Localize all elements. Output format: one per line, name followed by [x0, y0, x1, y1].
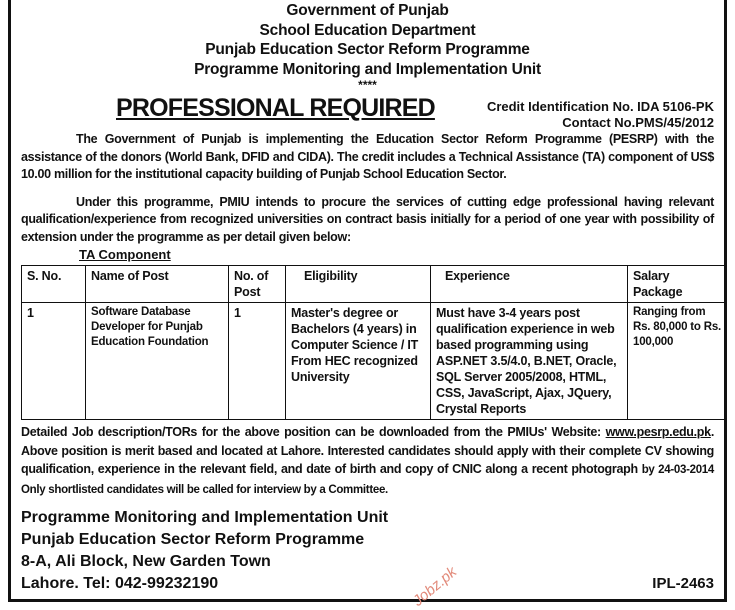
credit-block — [487, 93, 714, 131]
details-paragraph — [21, 423, 714, 499]
header-unit: Programme Monitoring and Implementation Unit — [194, 60, 541, 78]
website-link[interactable]: www.pesrp.edu.pk — [605, 425, 711, 439]
table-row — [22, 303, 727, 420]
header-government: Government of Punjab — [286, 2, 449, 19]
ta-component-heading: TA Component — [79, 247, 171, 262]
table-header-row — [22, 266, 727, 303]
address-programme: Punjab Education Sector Reform Programme — [21, 531, 365, 548]
ad-title: PROFESSIONAL REQUIRED — [116, 94, 435, 122]
address-city-phone: Lahore. Tel: 042-99232190 — [21, 575, 219, 592]
header-department: School Education Department — [259, 21, 476, 39]
contact-number: Contact No.PMS/45/2012 — [562, 115, 714, 130]
details-text-2: . Above position is merit based and located at Lahore. Interested candidates should apply with their complete CV showing qualification, experience in the relevant field, and date of birth and copy of CNIC along a recent photograph — [21, 425, 714, 476]
deadline-text: by 24-03-2014 Only shortlisted candidates will be called for interview by a Committee. — [21, 464, 714, 496]
cell-salary: Ranging from Rs. 80,000 to Rs. 100,000 — [628, 303, 727, 420]
col-header: Name of Post — [86, 266, 229, 303]
cell-post-count: 1 — [229, 303, 286, 420]
watermark: Jobz.pk — [409, 563, 461, 610]
title-row — [21, 93, 714, 131]
details-text: Detailed Job description/TORs for the above position can be downloaded from the PMIUs' Website: — [21, 425, 601, 439]
cell-experience: Must have 3-4 years post qualification experience in web based programming using ASP.NET 3.5/4.0, B.NET, Oracle, SQL Server 2005/2008, HTML, CSS, JavaScript, Ajax, JQuery, Crystal Reports — [431, 303, 628, 420]
col-header: S. No. — [22, 266, 86, 303]
credit-identification: Credit Identification No. IDA 5106-PK — [486, 99, 714, 114]
col-header: Salary Package — [628, 266, 727, 303]
address-street: 8-A, Ali Block, New Garden Town — [21, 553, 271, 570]
ad-border — [8, 0, 727, 610]
cell-sno: 1 — [22, 303, 86, 420]
reference-code: IPL-2463 — [652, 575, 714, 592]
cell-post-name: Software Database Developer for Punjab Education Foundation — [86, 303, 229, 420]
col-header: No. of Post — [229, 266, 286, 303]
positions-table — [21, 265, 727, 420]
intro-paragraph: The Government of Punjab is implementing the Education Sector Reform Programme (PESRP) with the assistance of the donors (World Bank, DFID and CIDA). The credit includes a Technical Assistance (TA) component of US$ 10.00 million for the institutional capacity building of Punjab School Education Sector. — [21, 132, 714, 181]
address-unit: Programme Monitoring and Implementation Unit — [21, 509, 389, 526]
programme-paragraph: Under this programme, PMIU intends to procure the services of cutting edge professional having relevant qualification/experience from recognized universities on contract basis initially for a period of one year with possibility of extension under the programme as per detail given below: — [21, 194, 714, 244]
cell-eligibility: Master's degree or Bachelors (4 years) in Computer Science / IT From HEC recognized University — [286, 303, 431, 420]
header-stars: **** — [358, 78, 377, 92]
spacer — [21, 184, 714, 194]
col-header: Eligibility — [286, 266, 431, 303]
col-header: Experience — [431, 266, 628, 303]
header-programme: Punjab Education Sector Reform Programme — [205, 41, 530, 58]
address-last-row — [21, 563, 714, 610]
